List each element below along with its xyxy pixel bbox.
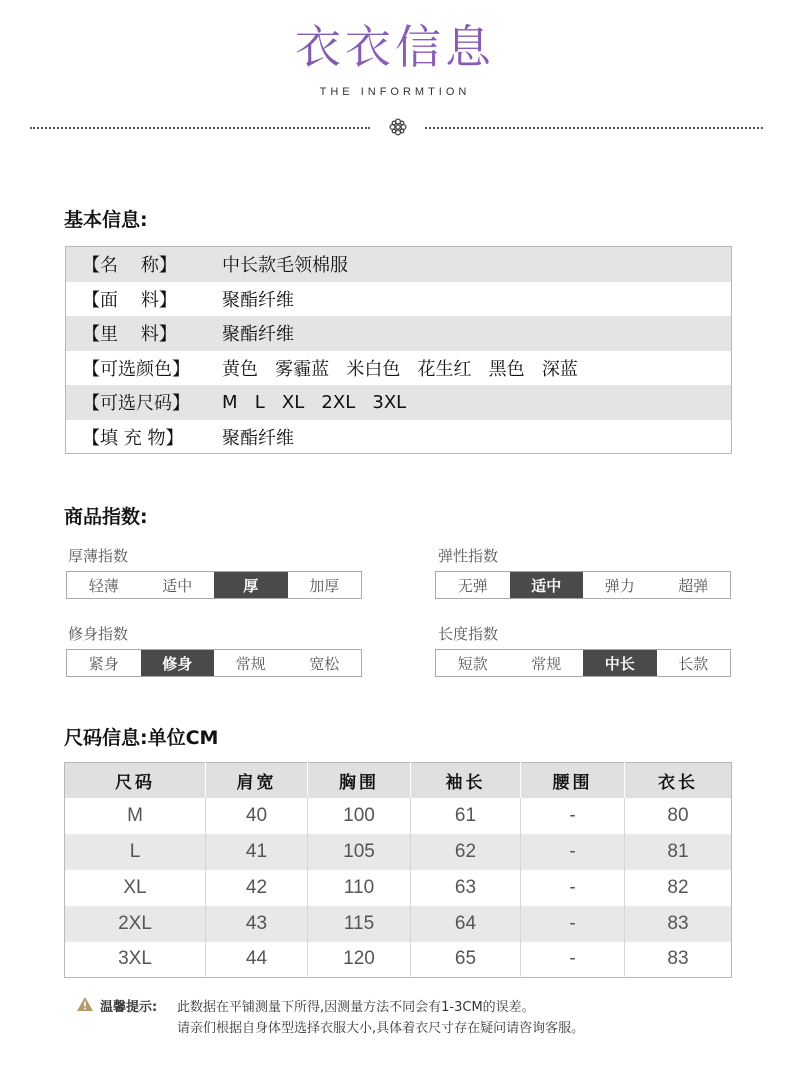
- elasticity-index-label: 弹性指数: [438, 547, 499, 565]
- index-option: 超弹: [678, 576, 709, 595]
- basic-row-lining: [66, 316, 731, 351]
- size-table-header: [65, 763, 732, 798]
- table-cell: 105: [308, 834, 411, 870]
- index-option: 常规: [531, 654, 562, 673]
- basic-label: 【名 称】: [82, 255, 177, 277]
- table-cell: 64: [411, 906, 521, 942]
- warning-triangle-icon: [76, 996, 94, 1012]
- table-cell: 65: [411, 942, 521, 978]
- table-cell: XL: [65, 870, 206, 906]
- basic-label: 【填 充 物】: [82, 427, 184, 449]
- basic-label: 【可选颜色】: [82, 358, 190, 380]
- basic-label: 【里 料】: [82, 324, 177, 346]
- basic-label: 【可选尺码】: [82, 393, 190, 415]
- index-option: 加厚: [309, 576, 340, 595]
- size-info-title: 尺码信息:单位CM: [64, 727, 219, 749]
- table-cell: 42: [206, 870, 308, 906]
- column-header: 肩宽: [206, 763, 308, 798]
- basic-value: 聚酯纤维: [222, 289, 294, 311]
- column-header: 腰围: [521, 763, 625, 798]
- table-cell: -: [521, 942, 625, 978]
- table-cell: 61: [411, 798, 521, 834]
- index-option-selected: 适中: [510, 572, 584, 598]
- basic-info-title: 基本信息:: [64, 209, 148, 231]
- index-option: 无弹: [457, 576, 488, 595]
- size-table: [64, 762, 732, 978]
- table-cell: 2XL: [65, 906, 206, 942]
- table-cell: 62: [411, 834, 521, 870]
- column-header: 胸围: [308, 763, 411, 798]
- table-row: [65, 942, 732, 978]
- index-option: 适中: [162, 576, 193, 595]
- table-cell: 81: [625, 834, 732, 870]
- basic-value: 聚酯纤维: [222, 427, 294, 449]
- thickness-index-label: 厚薄指数: [68, 547, 129, 565]
- index-option: 长款: [678, 654, 709, 673]
- thickness-index-bar: [66, 571, 362, 599]
- tips-line-2: 请亲们根据自身体型选择衣服大小,具体着衣尺寸存在疑问请咨询客服。: [177, 1021, 585, 1036]
- column-header: 尺码: [65, 763, 206, 798]
- index-option-selected: 厚: [214, 572, 288, 598]
- basic-value: M L XL 2XL 3XL: [222, 391, 407, 413]
- table-row: [65, 798, 732, 834]
- basic-row-colors: [66, 351, 731, 386]
- index-option: 宽松: [309, 654, 340, 673]
- index-option-selected: 修身: [141, 650, 215, 676]
- basic-row-name: [66, 247, 731, 282]
- index-option: 紧身: [88, 654, 119, 673]
- tips-label: 温馨提示:: [100, 1000, 158, 1015]
- table-cell: 110: [308, 870, 411, 906]
- column-header: 袖长: [411, 763, 521, 798]
- table-cell: 44: [206, 942, 308, 978]
- table-cell: 43: [206, 906, 308, 942]
- table-cell: 80: [667, 804, 689, 826]
- table-cell: M: [65, 798, 206, 834]
- table-cell: L: [65, 834, 206, 870]
- tips-line-1: 此数据在平铺测量下所得,因测量方法不同会有1-3CM的误差。: [177, 1000, 535, 1015]
- divider-left: [30, 127, 370, 129]
- table-row: [65, 906, 732, 942]
- table-cell: -: [521, 834, 625, 870]
- table-cell: -: [521, 870, 625, 906]
- page-title: 衣衣信息: [0, 18, 790, 76]
- product-index-title: 商品指数:: [64, 506, 148, 528]
- basic-value: 聚酯纤维: [222, 324, 294, 346]
- table-cell: 40: [206, 798, 308, 834]
- basic-label: 【面 料】: [82, 289, 177, 311]
- table-row: [65, 870, 732, 906]
- table-cell: 120: [308, 942, 411, 978]
- basic-row-fabric: [66, 282, 731, 317]
- basic-value: 中长款毛领棉服: [222, 255, 348, 277]
- table-cell: 63: [411, 870, 521, 906]
- basic-value: 黄色 雾霾蓝 米白色 花生红 黑色 深蓝: [222, 358, 578, 380]
- index-option: 常规: [235, 654, 266, 673]
- basic-row-filling: [66, 420, 731, 455]
- table-cell: 83: [667, 948, 689, 970]
- length-index-label: 长度指数: [438, 625, 499, 643]
- table-cell: 82: [667, 876, 689, 898]
- fit-index-bar: [66, 649, 362, 677]
- index-option-selected: 中长: [583, 650, 657, 676]
- table-cell: 41: [206, 834, 308, 870]
- table-cell: 3XL: [65, 942, 206, 978]
- table-cell: 100: [308, 798, 411, 834]
- page-subtitle: THE INFORMTION: [319, 86, 471, 98]
- basic-info-table: [65, 246, 732, 454]
- basic-row-sizes: [66, 385, 731, 420]
- column-header: 衣长: [625, 763, 732, 798]
- table-cell: 83: [625, 906, 732, 942]
- flower-ornament-icon: [388, 117, 408, 137]
- index-option: 弹力: [604, 576, 635, 595]
- table-row: [65, 834, 732, 870]
- index-option: 短款: [457, 654, 488, 673]
- elasticity-index-bar: [435, 571, 731, 599]
- table-cell: -: [521, 798, 625, 834]
- length-index-bar: [435, 649, 731, 677]
- index-option: 轻薄: [88, 576, 119, 595]
- table-cell: 115: [308, 906, 411, 942]
- table-cell: -: [521, 906, 625, 942]
- divider-right: [425, 127, 763, 129]
- fit-index-label: 修身指数: [68, 625, 129, 643]
